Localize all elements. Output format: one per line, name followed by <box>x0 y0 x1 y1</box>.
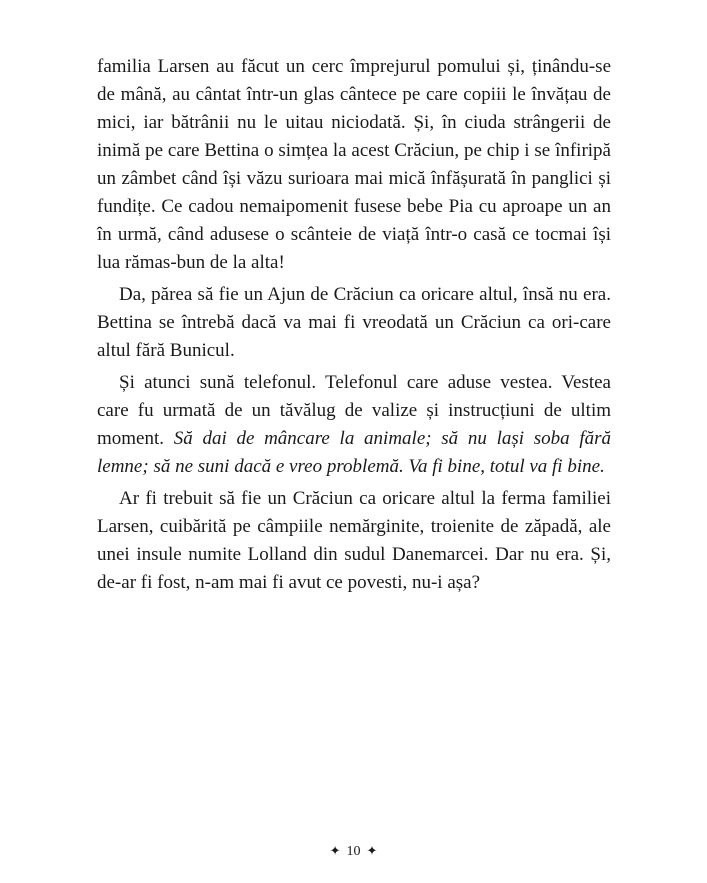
paragraph-2 <box>97 281 611 365</box>
paragraph-3 <box>97 369 611 481</box>
paragraph-4-text: Ar fi trebuit să fie un Crăciun ca oricare altul la ferma familiei Larsen, cuibărită pe câmpiile nemărginite, troienite de zăpadă, ale unei insule numite Lolland din sudul Danemarcei. Dar nu era. Și, de-ar fi fost, n-am mai fi avut ce povesti, nu-i așa? <box>97 488 611 593</box>
paragraph-2-text: Da, părea să fie un Ajun de Crăciun ca oricare altul, însă nu era. Bettina se întrebă dacă va mai fi vreodată un Crăciun ca ori-care altul fără Bunicul. <box>97 284 611 361</box>
paragraph-3-italic-text: Să dai de mâncare la animale; să nu lași soba fără lemne; să ne suni dacă e vreo problemă. Va fi bine, totul va fi bine. <box>97 428 612 477</box>
page-folio <box>0 842 707 861</box>
body-text <box>97 53 611 597</box>
paragraph-1-text: familia Larsen au făcut un cerc împrejurul pomului și, ținându-se de mână, au cântat într-un glas cântece pe care copiii le învățau de mici, iar bătrânii nu le uitau niciodată. Și, în ciuda strângerii de inimă pe care Bettina o simțea la acest Crăciun, pe chip i se înfiripă un zâmbet când își văzu surioara mai mică înfășurată în panglici și fundițe. Ce cadou nemaipomenit fusese bebe Pia cu aproape un an în urmă, când adusese o scânteie de viață într-o casă ce tocmai își lua rămas-bun de la alta! <box>97 56 611 273</box>
paragraph-1 <box>97 53 611 277</box>
paragraph-3-text: Și atunci sună telefonul. Telefonul care aduse vestea. Vestea care fu urmată de un tăvălug de valize și instrucțiuni de ultim moment. <box>97 372 611 449</box>
page-number: 10 <box>346 844 361 859</box>
paragraph-4 <box>97 485 611 597</box>
star-ornament-icon: ✦ <box>366 843 378 858</box>
star-ornament-icon: ✦ <box>329 843 341 858</box>
